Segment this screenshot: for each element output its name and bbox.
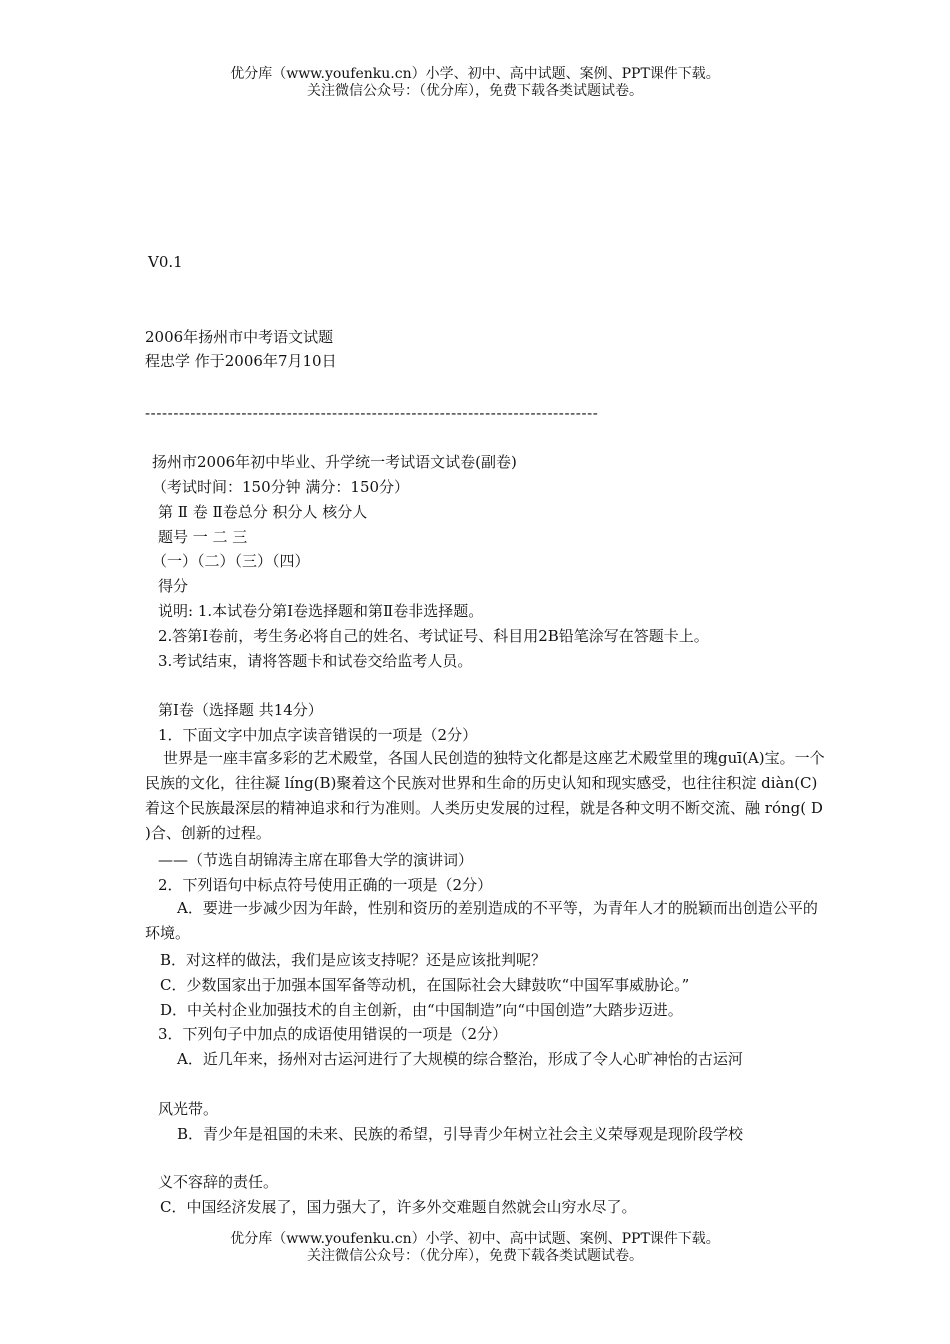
question-2: 2．下列语句中标点符号使用正确的一项是（2分）: [158, 876, 493, 894]
header-line-2: 关注微信公众号：（优分库），免费下载各类试题试卷。: [307, 83, 643, 99]
separator-line: --------------------------------------------------------------------------------: [145, 404, 599, 422]
question-2-option-b: B．对这样的做法，我们是应该支持呢？还是应该批判呢？: [160, 951, 547, 969]
footer-line-2: 关注微信公众号：（优分库），免费下载各类试题试卷。: [307, 1248, 643, 1264]
author-date: 程忠学 作于2006年7月10日: [145, 352, 337, 370]
question-3-option-a-cont: 风光带。: [158, 1100, 219, 1118]
page-header: [0, 66, 950, 100]
question-3-option-c: C．中国经济发展了，国力强大了，许多外交难题自然就会山穷水尽了。: [160, 1198, 637, 1216]
exam-title: 扬州市2006年初中毕业、升学统一考试语文试卷(副卷): [152, 453, 517, 471]
score-table-row-3: （一）（二）（三）（四）: [152, 552, 310, 570]
question-1-source: ——（节选自胡锦涛主席在耶鲁大学的演讲词）: [158, 851, 474, 869]
question-2-option-a: A．要进一步减少因为年龄，性别和资历的差别造成的不平等，为青年人才的脱颖而出创造公平的环境。: [145, 899, 818, 942]
question-2-option-d: D．中关村企业加强技术的自主创新，由“中国制造”向“中国创造”大踏步迈进。: [160, 1001, 683, 1019]
version-label: V0.1: [148, 253, 183, 271]
instruction-2: 2.答第Ⅰ卷前，考生务必将自己的姓名、考试证号、科目用2B铅笔涂写在答题卡上。: [158, 627, 709, 645]
question-3-option-b-cont: 义不容辞的责任。: [158, 1173, 279, 1191]
question-3: 3．下列句子中加点的成语使用错误的一项是（2分）: [158, 1025, 508, 1043]
exam-info: （考试时间：150分钟 满分：150分）: [152, 478, 410, 496]
score-table-row-4: 得分: [158, 577, 189, 595]
score-table-row-1: 第 Ⅱ 卷 Ⅱ卷总分 积分人 核分人: [158, 503, 368, 521]
document-title: 2006年扬州市中考语文试题: [145, 328, 334, 346]
question-1-passage: 世界是一座丰富多彩的艺术殿堂，各国人民创造的独特文化都是这座艺术殿堂里的瑰guī(A)宝。一个民族的文化，往往凝 líng(B)聚着这个民族对世界和生命的历史认知和现实感受，也往往积淀 diàn(C)着这个民族最深层的精神追求和行为准则。人类历史发展的过程，就是各种文明不断交流、融 róng( D )合、创新的过程。: [145, 749, 825, 842]
question-3-option-a: A．近几年来，扬州对古运河进行了大规模的综合整治，形成了令人心旷神怡的古运河: [177, 1050, 743, 1068]
question-2-option-c: C．少数国家出于加强本国军备等动机，在国际社会大肆鼓吹“中国军事威胁论。”: [160, 976, 690, 994]
score-table-row-2: 题号 一 二 三: [158, 528, 248, 546]
header-line-1: 优分库（www.youfenku.cn）小学、初中、高中试题、案例、PPT课件下载。: [230, 66, 720, 82]
footer-line-1: 优分库（www.youfenku.cn）小学、初中、高中试题、案例、PPT课件下载。: [230, 1231, 720, 1247]
question-3-option-b: B．青少年是祖国的未来、民族的希望，引导青少年树立社会主义荣辱观是现阶段学校: [177, 1125, 744, 1143]
instruction-1: 说明: 1.本试卷分第Ⅰ卷选择题和第Ⅱ卷非选择题。: [158, 602, 484, 620]
instruction-3: 3.考试结束，请将答题卡和试卷交给监考人员。: [158, 652, 473, 670]
part-1-title: 第Ⅰ卷（选择题 共14分）: [158, 701, 323, 719]
question-1: 1．下面文字中加点字读音错误的一项是（2分）: [158, 726, 478, 744]
page-footer: [0, 1231, 950, 1265]
